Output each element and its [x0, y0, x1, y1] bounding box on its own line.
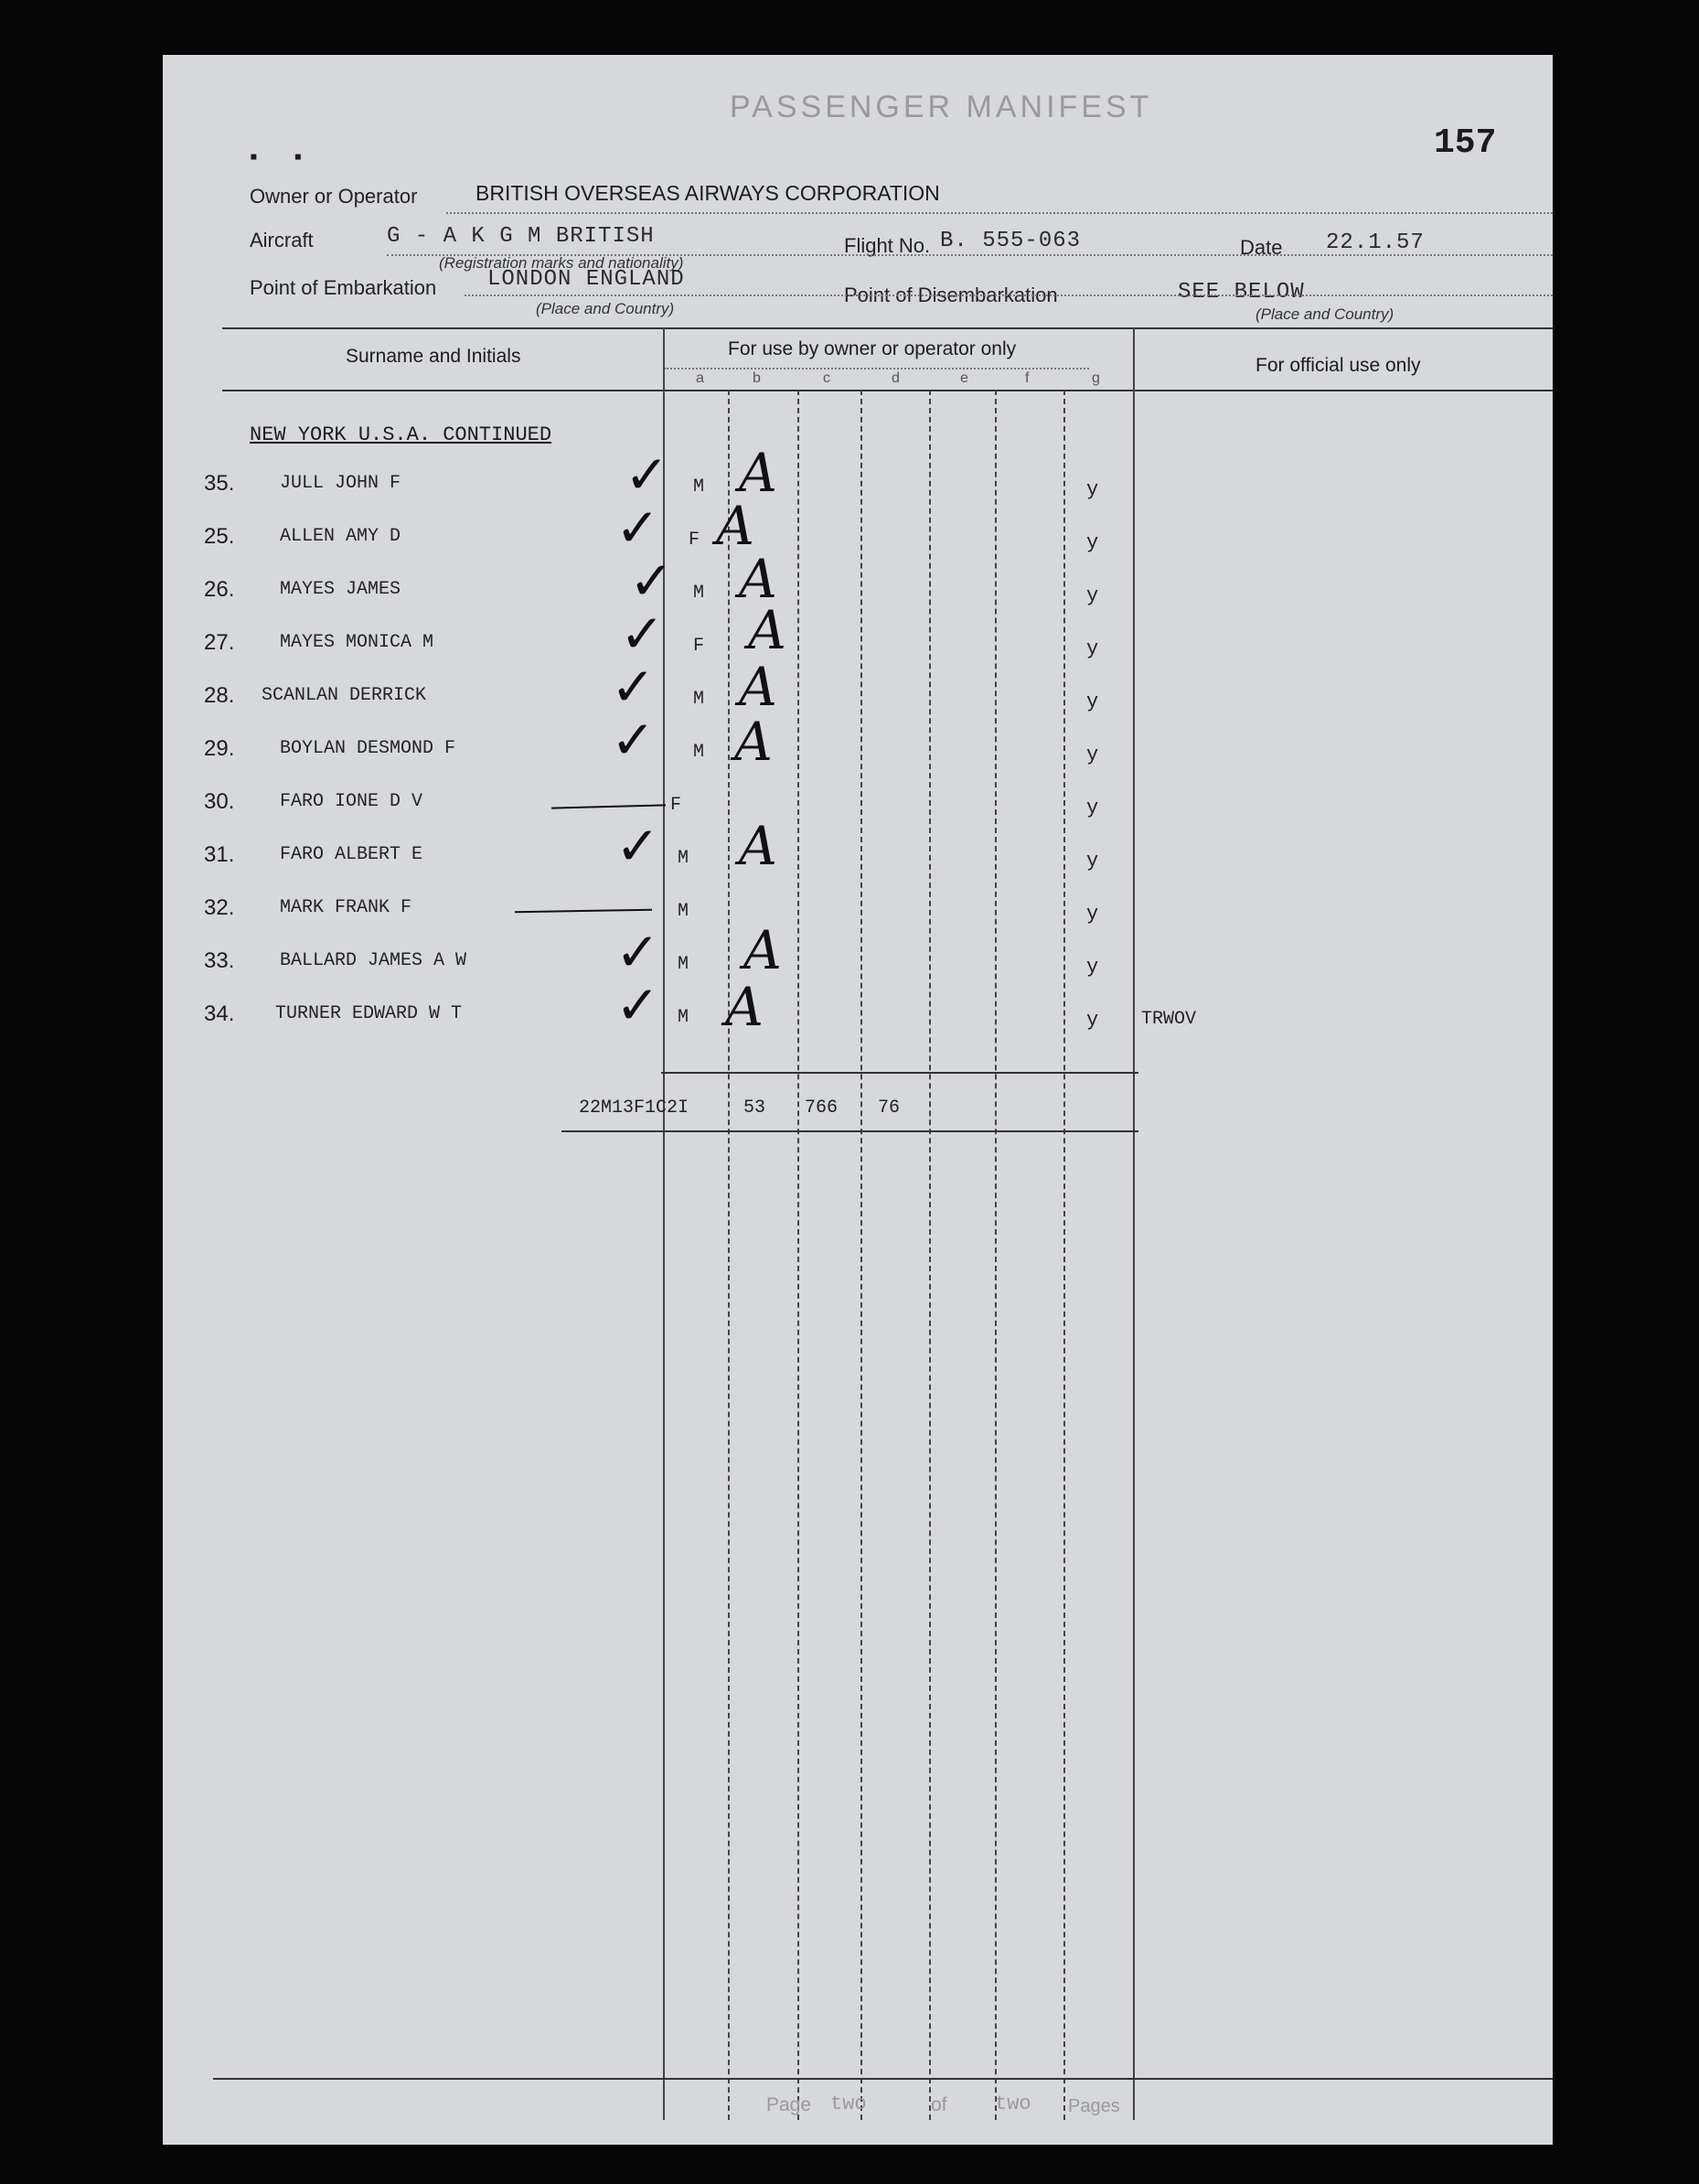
handwritten-mark: A [739, 656, 777, 718]
table-row [163, 974, 1553, 1055]
passenger-name: BALLARD JAMES A W [280, 950, 467, 971]
check-mark-icon: ✓ [611, 656, 656, 718]
passenger-name: MAYES JAMES [280, 579, 401, 600]
col-g-value: y [1086, 531, 1099, 554]
handwritten-mark: A [716, 495, 754, 557]
col-g-value: y [1086, 797, 1099, 819]
total-col-c: 766 [805, 1097, 839, 1119]
owner-label: Owner or Operator [250, 185, 418, 208]
subcol-e: e [960, 370, 968, 386]
sex: F [689, 530, 700, 551]
row-number: 25. [204, 524, 235, 549]
check-mark-icon: ✓ [615, 921, 660, 983]
table-row [163, 789, 1553, 842]
table-row [163, 919, 1553, 1001]
row-number: 30. [204, 789, 235, 814]
col-g-value: y [1086, 903, 1099, 926]
sex: M [678, 1007, 689, 1028]
passenger-name: FARO ALBERT E [280, 844, 423, 865]
check-mark-icon: ✓ [625, 444, 669, 506]
row-number: 34. [204, 1001, 235, 1026]
row-number: 27. [204, 630, 235, 655]
footer-pages-label: Pages [1068, 2096, 1120, 2116]
date-value: 22.1.57 [1326, 230, 1425, 255]
table-row [163, 495, 1553, 577]
col-g-value: y [1086, 744, 1099, 766]
handwritten-mark: A [739, 442, 777, 504]
handwritten-mark: A [739, 548, 777, 610]
total-col-b: 53 [743, 1097, 766, 1119]
handwritten-mark: A [739, 815, 777, 877]
passenger-name: MARK FRANK F [280, 897, 412, 918]
row-number: 32. [204, 895, 235, 920]
subcol-f: f [1025, 370, 1030, 386]
flight-label: Flight No. [844, 234, 931, 257]
aircraft-label: Aircraft [250, 229, 314, 252]
subcol-g: g [1092, 370, 1100, 386]
disembarkation-note: (Place and Country) [1256, 305, 1394, 323]
table-row [163, 815, 1553, 895]
passenger-name: FARO IONE D V [280, 791, 423, 812]
passenger-name: JULL JOHN F [280, 473, 401, 494]
totals-top-rule [661, 1072, 1138, 1074]
flight-value: B. 555-063 [940, 229, 1082, 253]
check-mark-icon: ✓ [620, 603, 665, 665]
table-row [163, 548, 1553, 630]
owner-underline [446, 212, 1553, 214]
col-official-header: For official use only [1256, 355, 1421, 376]
sex: F [670, 795, 682, 816]
subcol-a: a [696, 370, 704, 386]
table-row [163, 656, 1553, 736]
check-mark-icon: ✓ [615, 497, 660, 559]
row-number: 28. [204, 683, 235, 708]
footer-page-label: Page [766, 2094, 812, 2115]
row-number: 31. [204, 842, 235, 867]
sex: M [693, 689, 705, 710]
col-g-value: y [1086, 637, 1099, 660]
passenger-name: MAYES MONICA M [280, 632, 434, 653]
col-g-value: y [1086, 850, 1099, 873]
col-g-value: y [1086, 956, 1099, 979]
registration-note: (Registration marks and nationality) [439, 254, 684, 272]
col-g-value: y [1086, 691, 1099, 713]
row-number: 33. [204, 948, 235, 973]
handwritten-mark: A [748, 599, 786, 661]
col-g-value: y [1086, 584, 1099, 607]
total-col-a: 22M13F1C2I [579, 1097, 689, 1119]
table-row [163, 442, 1553, 524]
aircraft-underline [387, 254, 1553, 256]
table-top-rule [222, 327, 1553, 329]
sex: M [678, 848, 689, 869]
footer-rule [213, 2078, 1553, 2080]
col-g-value: y [1086, 1009, 1099, 1032]
embarkation-underline [465, 294, 1553, 296]
embarkation-label: Point of Embarkation [250, 276, 437, 299]
handwritten-mark: A [734, 711, 773, 773]
table-header-rule [222, 390, 1553, 391]
sex: F [693, 636, 705, 657]
passenger-name: TURNER EDWARD W T [275, 1003, 463, 1024]
disembarkation-value: SEE BELOW [1178, 280, 1305, 305]
official-note: TRWOV [1141, 1009, 1197, 1030]
footer-of-label: of [931, 2094, 947, 2115]
sex: M [678, 901, 689, 922]
col-g-value: y [1086, 478, 1099, 501]
passenger-name: ALLEN AMY D [280, 526, 401, 547]
total-col-d: 76 [878, 1097, 901, 1119]
table-row [163, 895, 1553, 948]
page-number: 157 [1434, 123, 1497, 163]
disembarkation-label: Point of Disembarkation [844, 284, 1058, 306]
handwritten-mark: A [725, 976, 764, 1038]
owner-value: BRITISH OVERSEAS AIRWAYS CORPORATION [476, 181, 940, 205]
totals-bottom-rule [561, 1130, 1138, 1132]
subcol-b: b [753, 370, 761, 386]
check-mark-icon: ✓ [629, 550, 674, 612]
table-row [163, 599, 1553, 683]
manifest-sheet [163, 55, 1553, 2145]
passenger-name: BOYLAN DESMOND F [280, 738, 456, 759]
subcol-c: c [823, 370, 830, 386]
subcol-d: d [892, 370, 900, 386]
col-surname-header: Surname and Initials [346, 346, 521, 367]
row-number: 35. [204, 471, 235, 496]
passenger-name: SCANLAN DERRICK [262, 685, 427, 706]
footer-of-value: two [995, 2093, 1031, 2115]
date-label: Date [1240, 236, 1283, 259]
check-mark-icon: ✓ [615, 815, 660, 877]
section-heading: NEW YORK U.S.A. CONTINUED [250, 423, 552, 446]
handwritten-mark: A [743, 919, 782, 981]
col-operator-header: For use by owner or operator only [728, 338, 1017, 359]
strike-line [551, 804, 666, 808]
row-number: 26. [204, 577, 235, 602]
check-mark-icon: ✓ [611, 709, 656, 771]
check-mark-icon: ✓ [615, 974, 660, 1036]
sex: M [678, 954, 689, 975]
table-row [163, 709, 1553, 789]
row-number: 29. [204, 736, 235, 761]
manifest-title: PASSENGER MANIFEST [730, 90, 1153, 124]
embarkation-note: (Place and Country) [536, 300, 675, 317]
aircraft-value: G - A K G M BRITISH [387, 224, 655, 249]
subcol-rule [664, 368, 1089, 369]
embarkation-value: LONDON ENGLAND [487, 267, 685, 292]
sex: M [693, 476, 705, 498]
sex: M [693, 583, 705, 604]
corner-mark: ▪ ▪ [250, 145, 303, 169]
footer-page-value: two [830, 2093, 867, 2115]
strike-line [515, 909, 652, 914]
sex: M [693, 742, 705, 763]
